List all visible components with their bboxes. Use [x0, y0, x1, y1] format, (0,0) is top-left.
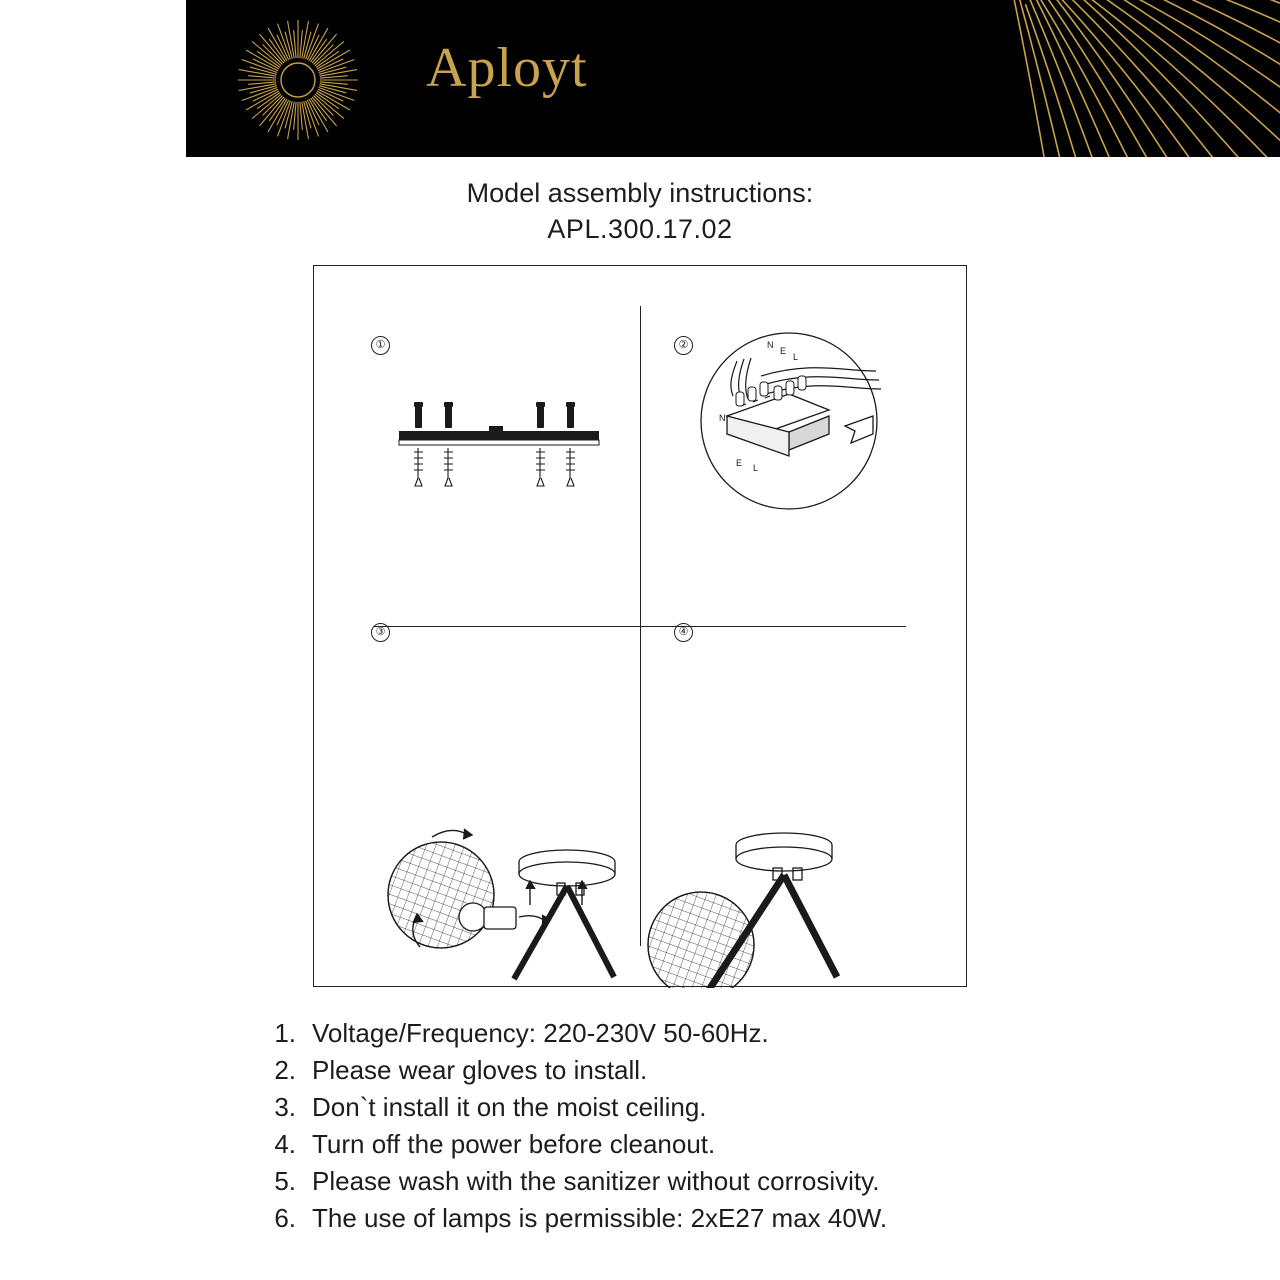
page-title	[0, 175, 1280, 247]
list-item	[248, 1163, 1248, 1199]
assembly-step-1	[314, 266, 641, 627]
brand-banner	[186, 0, 1280, 157]
gold-rays-decoration-icon	[800, 0, 1280, 157]
note-number: 4.	[274, 1129, 296, 1159]
step-1-illustration	[314, 266, 641, 627]
note-text: Turn off the power before cleanout.	[312, 1129, 716, 1159]
note-number: 2.	[274, 1055, 296, 1085]
note-number: 5.	[274, 1166, 296, 1196]
note-text: Don`t install it on the moist ceiling.	[312, 1092, 707, 1122]
svg-text:N: N	[719, 413, 726, 423]
note-text: Please wear gloves to install.	[312, 1055, 648, 1085]
step-4-number: ④	[674, 623, 693, 642]
title-line-1: Model assembly instructions:	[466, 178, 814, 208]
svg-text:L: L	[793, 352, 799, 362]
assembly-step-4	[641, 627, 968, 988]
step-4-illustration	[641, 627, 968, 988]
list-item	[248, 1052, 1248, 1088]
step-1-number: ①	[371, 336, 390, 355]
svg-text:L: L	[753, 463, 759, 473]
svg-text:N: N	[767, 340, 774, 350]
brand-wordmark: Aployt	[426, 37, 588, 99]
list-item	[248, 1200, 1248, 1236]
assembly-step-2	[641, 266, 968, 627]
note-text: Voltage/Frequency: 220-230V 50-60Hz.	[312, 1018, 769, 1048]
note-text: The use of lamps is permissible: 2xE27 max 40W.	[312, 1203, 888, 1233]
note-number: 6.	[274, 1203, 296, 1233]
model-code: APL.300.17.02	[547, 214, 733, 244]
sunburst-logo-icon	[234, 16, 362, 144]
step-2-number: ②	[674, 336, 693, 355]
list-item	[248, 1089, 1248, 1125]
note-number: 3.	[274, 1092, 296, 1122]
list-item	[248, 1126, 1248, 1162]
note-number: 1.	[274, 1018, 296, 1048]
assembly-step-3	[314, 627, 641, 988]
svg-text:E: E	[780, 346, 787, 356]
note-text: Please wash with the sanitizer without corrosivity.	[312, 1166, 880, 1196]
assembly-diagram	[313, 265, 967, 987]
svg-text:E: E	[736, 458, 743, 468]
instruction-notes-list	[248, 1015, 1248, 1237]
step-3-number: ③	[371, 623, 390, 642]
step-3-illustration	[314, 627, 641, 988]
list-item	[248, 1015, 1248, 1051]
step-2-illustration	[641, 266, 968, 627]
